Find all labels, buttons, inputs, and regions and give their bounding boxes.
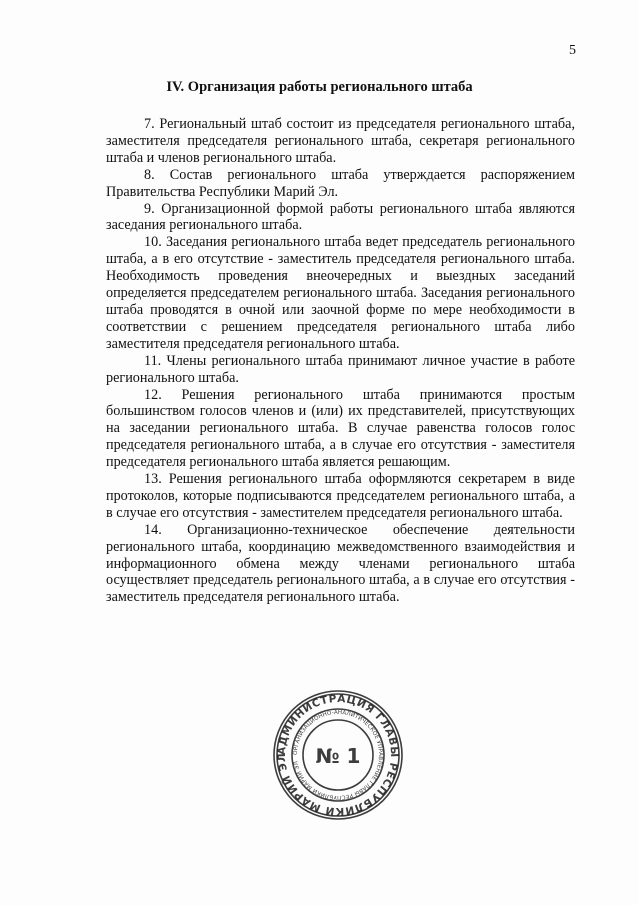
official-seal	[271, 688, 405, 822]
paragraph-11: 11. Члены регионального штаба принимают личное участие в работе регионального штаба.	[106, 352, 575, 386]
seal-graphic	[271, 688, 405, 822]
section-title: IV. Организация работы регионального штаба	[166, 79, 473, 95]
paragraph-14: 14. Организационно-техническое обеспечение деятельности регионального штаба, координацию межведомственного взаимодействия и информационного обмена между членами регионального штаба осуществляет председатель регионального штаба, а в случае его отсутствия - заместитель председателя регионального штаба.	[106, 521, 575, 606]
page-number: 5	[569, 43, 576, 58]
seal-outer-text: АДМИНИСТРАЦИЯ ГЛАВЫ РЕСПУБЛИКИ МАРИЙ ЭЛ	[275, 692, 401, 818]
paragraph-9: 9. Организационной формой работы регионального штаба являются заседания регионального штаба.	[106, 200, 575, 234]
paragraph-13: 13. Решения регионального штаба оформляются секретарем в виде протоколов, которые подписываются председателем регионального штаба, а в случае его отсутствия - заместителем председателя регионального штаба.	[106, 471, 575, 521]
paragraph-8: 8. Состав регионального штаба утверждается распоряжением Правительства Республики Марий Эл.	[106, 166, 575, 200]
paragraph-10: 10. Заседания регионального штаба ведет председатель регионального штаба, а в его отсутствие - заместитель председателя регионального штаба. Необходимость проведения внеочередных и выездных заседаний определяется председателем регионального штаба. Заседания регионального штаба проводятся в очной или заочной форме по мере необходимости в соответствии с решением председателя регионального штаба либо заместителя председателя регионального штаба.	[106, 234, 575, 352]
seal-inner-text: ОРГАНИЗАЦИОННО-АНАЛИТИЧЕСКОЕ УПРАВЛЕНИЕ ГЛАВЫ РЕСПУБЛИКИ МАРИЙ ЭЛ	[292, 709, 384, 801]
paragraph-12: 12. Решения регионального штаба принимаются простым большинством голосов членов и (или) их представителей, присутствующих на заседании регионального штаба. В случае равенства голосов голос председателя регионального штаба, а в случае его отсутствия - заместителя председателя регионального штаба является решающим.	[106, 386, 575, 471]
seal-number: № 1	[315, 744, 361, 768]
paragraph-7: 7. Региональный штаб состоит из председателя регионального штаба, заместителя председателя регионального штаба, секретаря регионального штаба и членов регионального штаба.	[106, 116, 575, 166]
document-body	[106, 116, 575, 606]
